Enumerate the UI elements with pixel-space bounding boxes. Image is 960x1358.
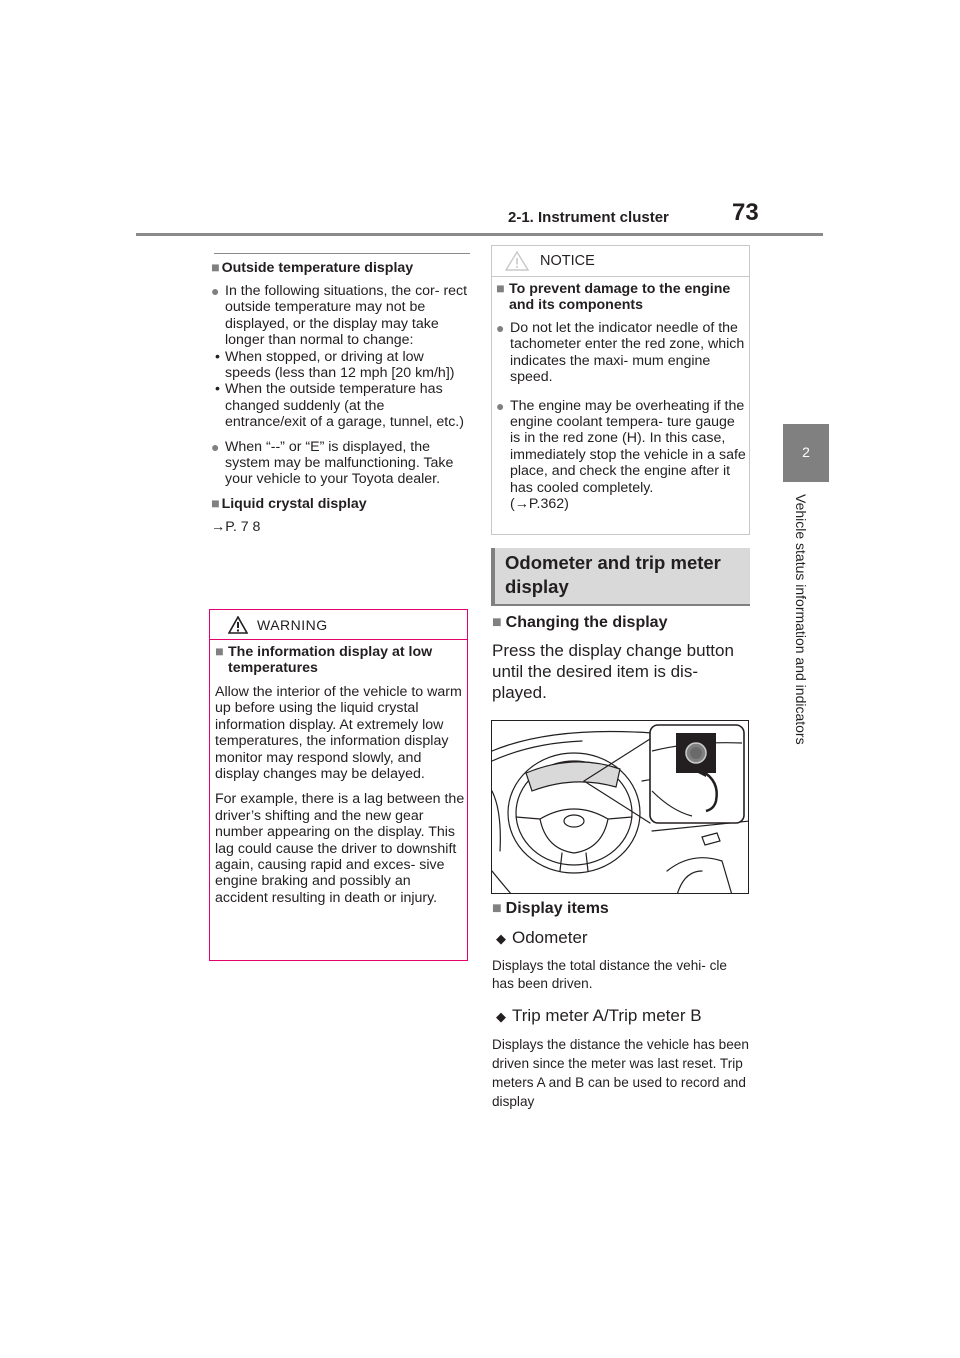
warning-title: WARNING	[257, 617, 328, 633]
notice-bullet-tachometer: ● Do not let the indicator needle of the tachometer enter the red zone, which indicates the maxi- mum engine speed.	[496, 320, 745, 386]
notice-bullet-overheating: ● The engine may be overheating if the engine coolant tempera- ture gauge is in the red zone (H). In this case, immediately stop the vehicle in a safe place, and check the engine after it has cooled completely.	[496, 397, 746, 496]
warning-body	[215, 644, 465, 906]
right-column	[492, 613, 750, 703]
notice-title: NOTICE	[540, 253, 595, 269]
arrow-right-icon: →	[514, 496, 529, 513]
arrow-right-icon: →	[211, 518, 226, 535]
banner-title: Odometer and trip meter display	[505, 552, 721, 597]
trip-meter-description: Displays the distance the vehicle has been driven since the meter was last reset. Trip meters A and B can be used to record and display	[492, 1037, 749, 1109]
bullet-malfunction: ● When “--” or “E” is displayed, the system may be malfunctioning. Take your vehicle to your Toyota dealer.	[211, 438, 454, 488]
notice-heading: ■ To prevent damage to the engine and its components	[496, 281, 731, 313]
heading-liquid-crystal: ■ Liquid crystal display	[211, 495, 367, 512]
heading-outside-temperature: ■ Outside temperature display	[211, 260, 414, 276]
dash-item: • When the outside temperature has changed suddenly (at the entrance/exit of a garage, tunnel, etc.)	[215, 381, 464, 431]
square-icon: ■	[492, 614, 502, 631]
diamond-bullet-icon: ◆	[496, 931, 506, 946]
warning-header	[210, 610, 467, 640]
notice-page-reference[interactable]: (→P.362)	[510, 496, 569, 513]
steering-wheel-illustration	[491, 720, 749, 894]
heading-display-items: ■ Display items	[492, 900, 609, 917]
instruction-paragraph: Press the display change button until the desired item is dis- played.	[492, 641, 734, 702]
bullet-dot-icon: ●	[496, 320, 505, 336]
item-trip-meter: ◆ Trip meter A/Trip meter B	[496, 1006, 702, 1025]
odometer-description: Displays the total distance the vehi- cle has been driven.	[492, 958, 727, 991]
warning-paragraph: Allow the interior of the vehicle to warm up before using the liquid crystal information display. At extremely low temperatures, the information display monitor may respond slowly, and display changes may be delayed.	[215, 684, 462, 783]
warning-heading: ■ The information display at low temperatures	[215, 644, 433, 676]
square-icon: ■	[492, 900, 502, 917]
diamond-bullet-icon: ◆	[496, 1009, 506, 1024]
display-items-section	[492, 899, 750, 1111]
chapter-title: Vehicle status information and indicators	[793, 494, 809, 745]
warning-paragraph: For example, there is a lag between the driver’s shifting and the new gear number appearing on the display. This lag could cause the driver to downshift again, causing rapid and exces- sive engine braking and possibly an accident resulting in death or injury.	[215, 791, 465, 906]
page-reference-link[interactable]: →P. 7 8	[211, 518, 261, 535]
left-column	[211, 253, 469, 535]
warning-triangle-icon	[228, 616, 248, 639]
bullet-dot-icon: ●	[496, 397, 505, 414]
item-odometer: ◆ Odometer	[496, 928, 588, 947]
square-icon: ■	[215, 644, 224, 660]
notice-header	[492, 246, 749, 277]
header-rule	[136, 233, 823, 236]
heading-changing-display: ■ Changing the display	[492, 614, 668, 631]
square-icon: ■	[496, 281, 505, 297]
page-number: 73	[732, 199, 759, 226]
section-title: 2-1. Instrument cluster	[508, 209, 669, 226]
square-icon: ■	[211, 260, 220, 276]
bullet-dot-icon: ●	[211, 283, 220, 299]
caution-triangle-icon	[505, 251, 529, 276]
square-icon: ■	[211, 495, 220, 512]
chapter-number: 2	[802, 444, 810, 460]
bullet-dot-icon: ●	[211, 438, 220, 455]
bullet-outside-temp-situations: ● In the following situations, the cor- rect outside temperature may not be displayed, or the display may take longer than normal to change:	[211, 283, 468, 349]
dash-item: • When stopped, or driving at low speeds (less than 12 mph [20 km/h])	[215, 348, 455, 382]
notice-body	[496, 281, 746, 512]
